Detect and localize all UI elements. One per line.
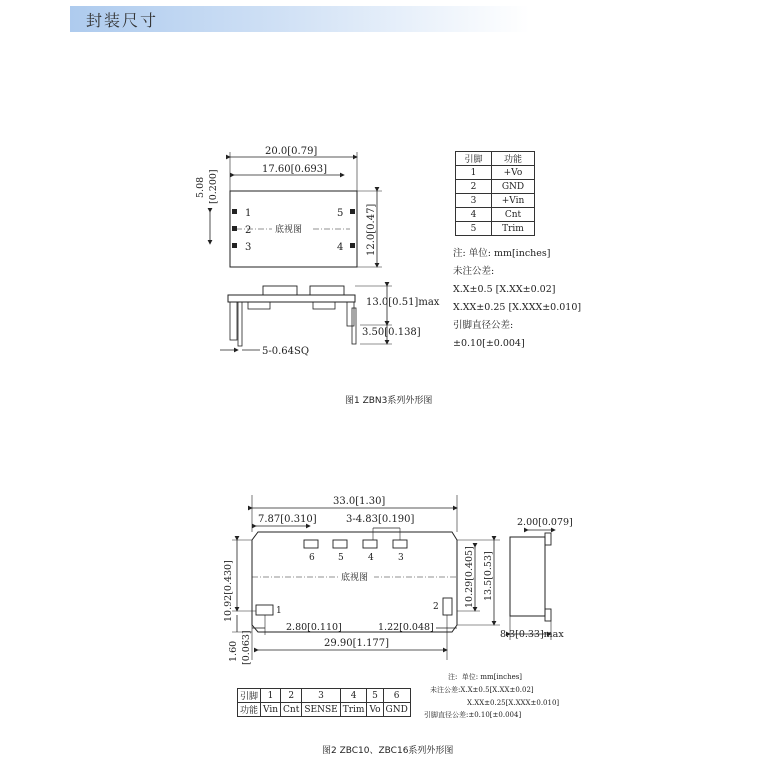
fig2-caption: 图2 ZBC10、ZBC16系列外形图 [322, 746, 454, 756]
fig1-table-cell: +Vin [491, 194, 534, 208]
fig1-note-line: 未注公差: [453, 266, 495, 277]
fig2-dim-left-pitch: 7.87[0.310] [258, 514, 317, 525]
fig1-pin-3-label: 3 [245, 242, 252, 253]
fig2-table-cell: SENSE [302, 703, 340, 717]
fig2-table-cell: Vin [261, 703, 281, 717]
fig2-note-tolerance: 未注公差:X.X±0.5[X.XX±0.02] [430, 686, 534, 694]
fig2-note-units: 注: 单位: mm[inches] [448, 673, 523, 681]
fig1-pin-4-label: 4 [337, 242, 344, 253]
fig1-pin-2-label: 2 [245, 225, 252, 236]
fig1-table-cell: 1 [456, 166, 492, 180]
fig2-table-header: 1 [261, 689, 281, 703]
fig2-dim-side-width: 2.00[0.079] [517, 517, 573, 528]
fig2-dim-right-height: 13.5[0.53] [483, 551, 494, 601]
fig1-note-line: 引脚直径公差: [453, 320, 514, 331]
fig2-pin-4-label: 4 [368, 553, 374, 563]
fig1-pin-1-label: 1 [245, 208, 252, 219]
fig2-dim-mid-height: 10.29[0.405] [464, 546, 475, 608]
fig1-table-cell: +Vo [491, 166, 534, 180]
fig2-dim-total-width: 33.0[1.30] [333, 496, 386, 507]
fig2-note-pin-diameter: 引脚直径公差:±0.10[±0.004] [424, 711, 522, 719]
fig1-bottom-view-label: 底视图 [275, 225, 303, 235]
fig2-pin-3-label: 3 [398, 553, 404, 563]
fig2-pin-2-label: 2 [433, 602, 439, 612]
fig2-pin-6-label: 6 [309, 553, 315, 563]
fig1-caption: 图1 ZBN3系列外形图 [345, 396, 433, 406]
fig1-table-cell: Trim [491, 222, 534, 236]
fig2-table-header: 6 [383, 689, 410, 703]
fig2-bottom-view-label: 底视图 [341, 573, 369, 583]
fig1-dim-pin-length: 3.50[0.138] [362, 327, 421, 338]
fig1-note-line: 注: 单位: mm[inches] [453, 248, 551, 259]
fig1-dim-max-height: 13.0[0.51]max [366, 297, 440, 308]
fig2-table-header: 5 [367, 689, 383, 703]
fig2-table-header: 4 [340, 689, 367, 703]
fig1-table-header-func: 功能 [491, 152, 534, 166]
fig1-dim-pin-square: 5-0.64SQ [262, 346, 310, 357]
fig2-dim-side-height: 8.3[0.33]max [500, 629, 564, 640]
fig2-table-cell: Vo [367, 703, 383, 717]
fig2-dim-inner-width: 29.90[1.177] [324, 638, 390, 649]
fig2-table-header: 2 [281, 689, 302, 703]
fig2-table-cell: Trim [340, 703, 367, 717]
fig2-dim-left-height: 10.92[0.430] [223, 560, 234, 622]
fig2-table-cell: Cnt [281, 703, 302, 717]
fig1-note-line: X.XX±0.25 [X.XXX±0.010] [453, 302, 582, 313]
fig2-table-header: 3 [302, 689, 340, 703]
fig1-pin-5-label: 5 [337, 208, 344, 219]
fig1-dim-height: 12.0[0.47] [366, 203, 377, 256]
fig1-table-cell: GND [491, 180, 534, 194]
fig1-table-cell: 5 [456, 222, 492, 236]
fig1-dim-pin-span: 17.60[0.693] [262, 164, 328, 175]
fig1-note-line: ±0.10[±0.004] [453, 338, 525, 349]
fig2-pin-5-label: 5 [338, 553, 344, 563]
fig2-table-header: 引脚 [238, 689, 261, 703]
fig2-dim-bottom-in: [0.063] [241, 630, 252, 665]
fig1-dim-side-in: [0.200] [208, 169, 219, 204]
fig2-note-tolerance-2: X.XX±0.25[X.XXX±0.010] [467, 699, 560, 707]
fig1-table-header-pin: 引脚 [456, 152, 492, 166]
fig2-pin-1-label: 1 [276, 606, 282, 616]
fig1-table-cell: 4 [456, 208, 492, 222]
fig2-dim-pin-offset-2: 1.22[0.048] [378, 622, 434, 633]
section-title: 封装尺寸 [86, 11, 159, 30]
fig2-dim-pin-pitch: 3-4.83[0.190] [346, 514, 415, 525]
fig1-dim-total-width: 20.0[0.79] [265, 146, 318, 157]
fig1-table-cell: 3 [456, 194, 492, 208]
fig2-table-cell: 功能 [238, 703, 261, 717]
fig1-dim-side-mm: 5.08 [195, 176, 206, 198]
fig2-table-cell: GND [383, 703, 410, 717]
fig1-note-line: X.X±0.5 [X.XX±0.02] [453, 284, 556, 295]
fig2-pin-table [237, 688, 411, 717]
fig2-dim-bottom-mm: 1.60 [228, 640, 239, 662]
fig1-table-cell: Cnt [491, 208, 534, 222]
fig1-table-cell: 2 [456, 180, 492, 194]
fig2-dim-pin-offset-1: 2.80[0.110] [286, 622, 342, 633]
